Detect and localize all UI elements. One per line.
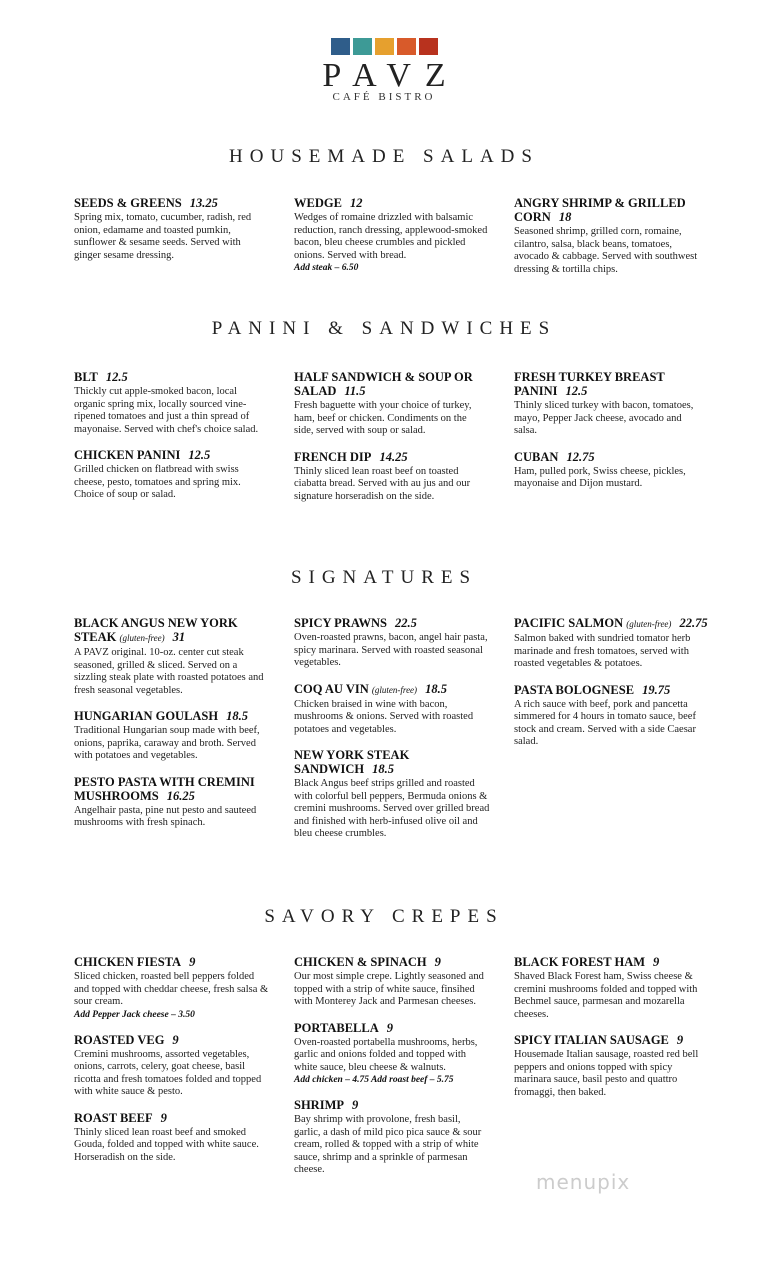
menu-item-price: 18.5 [372,762,395,776]
menu-item-header [294,682,490,697]
menu-item-description: Ham, pulled pork, Swiss cheese, pickles, mayonaise and Dijon mustard. [514,465,686,489]
menu-item-price: 12.5 [565,384,588,398]
menu-item-price: 11.5 [344,384,366,398]
menu-item-name: CUBAN [514,449,559,464]
menu-item-description: Our most simple crepe. Lightly seasoned and topped with a strip of white sauce, finsihed with Monterey Jack and Parmesan cheeses. [294,971,484,1007]
crepes-col-2 [294,955,484,1189]
menu-item-name: COQ AU VIN [294,681,369,696]
menu-item [514,616,714,671]
menu-item [514,955,709,1021]
logo [0,38,768,103]
menu-item-header [514,450,704,464]
menu-item-header [514,616,714,631]
menu-item-header [74,370,264,384]
menu-item-price: 9 [653,955,660,969]
menu-item-header [74,1111,269,1125]
menu-item-header [74,196,269,210]
menu-item-header [514,196,704,224]
menu-item [74,370,264,436]
menu-item-name: SEEDS & GREENS [74,196,182,210]
menu-item-description: Shaved Black Forest ham, Swiss cheese & cremini mushrooms folded and topped with Bechmel sauce, parmesan and mozarella cheeses. [514,971,698,1020]
menu-item-header [294,955,484,969]
menu-item-name: BLACK FOREST HAM [514,955,646,969]
menu-item-price: 12.5 [188,448,211,462]
menu-item-name: CHICKEN & SPINACH [294,955,427,969]
menu-item-name: PORTABELLA [294,1020,379,1035]
panini-col-2 [294,370,486,515]
menu-item [74,196,269,262]
menu-item [294,955,484,1009]
menu-item [294,616,490,670]
logo-color-squares [0,38,768,55]
menu-item-header [294,748,490,776]
menu-item [294,748,490,841]
menu-item-name: SPICY ITALIAN SAUSAGE [514,1033,669,1047]
dietary-note: (gluten-free) [371,684,418,695]
menu-item-header [74,775,269,803]
menu-item [514,370,704,438]
menu-item [294,450,486,504]
brand-name: PAVZ [322,57,460,94]
brand-tagline: CAFÉ BISTRO [332,91,436,103]
menu-item-description: Thinly sliced lean roast beef on toasted ciabatta bread. Served with au jus and our signature horseradish on the side. [294,465,471,502]
logo-square [397,38,416,55]
menu-item-header [74,616,269,645]
menu-item-name: WEDGE [294,196,342,210]
signatures-col-1 [74,616,269,842]
menu-item-description: Traditional Hungarian soup made with beef, onions, paprika, caraway and broth. Served with potatoes and vegetables. [74,725,260,761]
section-title-salads: HOUSEMADE SALADS [229,146,539,167]
menu-item-name: BLACK ANGUS NEW YORK STEAK [74,616,238,644]
signatures-col-3 [514,616,714,761]
menu-item-price: 9 [160,1110,167,1125]
menu-item-description: Chicken braised in wine with bacon, mushrooms & onions. Served with roasted potatoes and vegetables. [294,698,474,735]
salads-col-1 [74,196,269,274]
menu-item-name: ROAST BEEF [74,1110,153,1125]
menu-item [294,682,490,737]
menu-item-header [294,616,490,630]
menu-item-header [74,1033,269,1047]
menu-item-header [514,683,714,697]
menu-item-price: 12 [349,196,363,210]
menu-item [74,616,269,697]
menu-item-name: SHRIMP [294,1098,344,1112]
menu-item-price: 22.5 [394,616,417,630]
signatures-col-2 [294,616,490,853]
menu-item-description: Fresh baguette with your choice of turkey, ham, beef or chicken. Condiments on the side, served with soup or salad. [294,400,472,436]
menu-item-description: Oven-roasted portabella mushrooms, herbs, garlic and onions folded and topped with white sauce, bleu cheese & walnuts. [294,1036,478,1073]
menu-item-description: Spring mix, tomato, cucumber, radish, red onion, edamame and toasted pumkin, sunflower & sesame seeds. Served with ginger sesame dressing. [74,212,252,261]
menu-item [74,1033,269,1099]
salads-col-3 [514,196,704,288]
menu-item-price: 16.25 [166,788,195,803]
crepes-col-1 [74,955,269,1176]
menu-item-header [294,1021,484,1035]
watermark-text: menupix [536,1170,631,1194]
menu-item-description: Grilled chicken on flatbread with swiss cheese, pesto, tomatoes and spring mix. Choice of soup or salad. [74,464,241,500]
salads-col-2 [294,196,490,286]
menu-item-price: 9 [676,1033,684,1047]
menu-item [294,196,490,274]
menu-item [514,196,704,276]
menu-item-addon: Add steak – 6.50 [294,263,359,273]
menu-item-description: Sliced chicken, roasted bell peppers folded and topped with cheddar cheese, fresh salsa & sour cream. [74,971,269,1007]
menu-item-header [294,196,490,210]
logo-square [375,38,394,55]
menu-item [74,1111,269,1165]
menu-item-price: 18.5 [226,709,248,723]
panini-col-3 [514,370,704,503]
menu-item-header [294,370,486,398]
menu-item-header [514,955,709,969]
menu-item [294,1021,484,1087]
section-title-signatures: SIGNATURES [290,567,478,588]
menu-item-name: BLT [74,370,98,384]
dietary-note: (gluten-free) [119,633,165,643]
menu-item-price: 19.75 [642,682,671,697]
menu-item-price: 9 [189,955,196,969]
logo-square [419,38,438,55]
menu-item-price: 12.5 [105,370,128,384]
menu-item-name: ANGRY SHRIMP & GRILLED CORN [514,196,686,224]
menu-item-name: PASTA BOLOGNESE [514,682,635,697]
menu-item [74,955,269,1021]
menu-item [294,370,486,438]
logo-square [353,38,372,55]
logo-square [331,38,350,55]
menu-item-price: 9 [434,955,441,969]
menu-item-description: Wedges of romaine drizzled with balsamic reduction, ranch dressing, applewood-smoked bacon, bleu cheese crumbles and pickled onions. Served with bread. [294,212,488,261]
menu-item-name: HUNGARIAN GOULASH [74,709,219,723]
menu-item-price: 31 [172,630,186,644]
menu-item [514,1033,709,1099]
menu-item-header [514,370,704,398]
menu-item-header [74,955,269,969]
menu-item [74,448,264,502]
section-title-panini: PANINI & SANDWICHES [211,318,557,339]
menu-item-price: 9 [386,1020,394,1035]
dietary-note: (gluten-free) [626,619,672,629]
menu-item-description: Angelhair pasta, pine nut pesto and sauteed mushrooms with fresh spinach. [74,804,257,828]
menu-item-addon: Add chicken – 4.75 Add roast beef – 5.75 [294,1075,454,1085]
menu-item-description: A rich sauce with beef, pork and pancetta simmered for 4 hours in tomato sauce, beef stock and cream. Served with a side Caesar salad. [514,698,696,747]
menu-item-price: 9 [352,1098,359,1112]
menu-item-description: Thinly sliced lean roast beef and smoked Gouda, folded and topped with white sauce. Horseradish on the side. [74,1126,259,1163]
menu-item [74,709,269,763]
menu-item-header [74,448,264,462]
menu-item-price: 18.5 [425,681,447,696]
menu-item-description: Thinly sliced turkey with bacon, tomatoes, mayo, Pepper Jack cheese, avocado and salsa. [514,400,694,436]
menu-item-header [514,1033,709,1047]
menu-item-description: Housemade Italian sausage, roasted red bell peppers and onions topped with spicy marinara sauce, basil pesto and quattro fromaggi, then baked. [514,1049,699,1098]
menu-item-description: Black Angus beef strips grilled and roasted with colorful bell peppers, Bermuda onions & cremini mushrooms. Served over grilled bread and finished with herb-infused olive oil and bleu cheese crumbles. [294,778,490,839]
menu-item-name: FRENCH DIP [294,449,372,464]
menu-item-name: PACIFIC SALMON [514,616,624,630]
menu-item [294,1098,484,1177]
menu-item-name: ROASTED VEG [74,1032,165,1047]
menu-item-price: 9 [172,1032,179,1047]
menu-item-price: 22.75 [679,616,708,630]
menu-item-price: 12.75 [566,449,595,464]
menu-item-description: Salmon baked with sundried tomator herb marinade and fresh tomatoes, served with roasted vegetables & potatoes. [514,633,691,669]
crepes-col-3 [514,955,709,1111]
menu-item [514,683,714,749]
menu-item [514,450,704,491]
menu-item-description: Bay shrimp with provolone, fresh basil, garlic, a dash of mild pico pica sauce & sour cream, rolled & topped with a strip of white sauce, shrimp and a sprinkle of parmesan cheese. [294,1114,482,1175]
menu-item-header [74,709,269,723]
section-title-crepes: SAVORY CREPES [264,906,504,927]
menu-item-name: CHICKEN FIESTA [74,955,182,969]
menu-item-description: Cremini mushrooms, assorted vegetables, onions, carrots, celery, goat cheese, basil ricotta and fresh tomatoes folded and topped with white sauce & pesto. [74,1048,262,1097]
panini-col-1 [74,370,264,514]
menu-item-description: A PAVZ original. 10-oz. center cut steak seasoned, grilled & sliced. Served on a sizzling steak plate with roasted potatoes and fresh seasonal vegetables. [74,647,264,696]
menu-item-name: PESTO PASTA WITH CREMINI MUSHROOMS [74,774,255,803]
menu-item-name: FRESH TURKEY BREAST PANINI [514,370,665,398]
menu-item-name: SPICY PRAWNS [294,616,387,630]
menu-item-price: 18 [558,210,572,224]
menu-item-header [294,450,486,464]
menu-item-description: Seasoned shrimp, grilled corn, romaine, cilantro, salsa, black beans, tomatoes, avocado & cabbage. Served with southwest dressing & tortilla chips. [514,226,698,275]
menu-item [74,775,269,830]
menu-item-price: 14.25 [379,449,408,464]
menu-item-addon: Add Pepper Jack cheese – 3.50 [74,1009,195,1020]
menu-item-description: Thickly cut apple-smoked bacon, local organic spring mix, locally sourced vine-ripened tomatoes and just a thin spread of mayonaise. Served with chef's choice salad. [74,386,259,435]
menu-item-header [294,1098,484,1112]
menu-item-name: CHICKEN PANINI [74,448,181,462]
menu-item-name: HALF SANDWICH & SOUP OR SALAD [294,370,473,398]
menu-item-name: NEW YORK STEAK SANDWICH [294,748,410,776]
menu-item-price: 13.25 [189,196,218,210]
menu-item-description: Oven-roasted prawns, bacon, angel hair pasta, spicy marinara. Served with roasted seasonal vegetables. [294,632,488,668]
